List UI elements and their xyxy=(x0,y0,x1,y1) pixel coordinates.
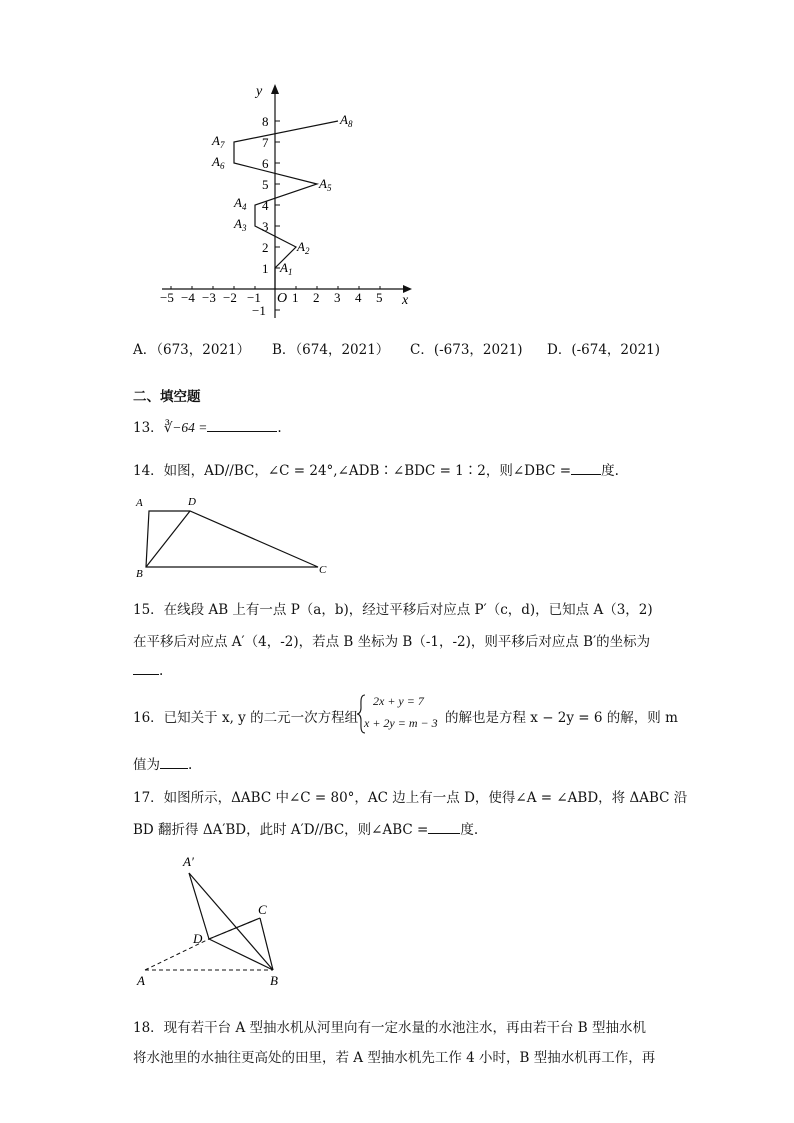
origin-label: O xyxy=(277,291,288,306)
y-tick-label: 6 xyxy=(262,156,269,171)
diagonal-bd xyxy=(146,511,190,567)
point-label-a7: $A_7$ xyxy=(212,133,225,150)
x-tick-label: 3 xyxy=(334,290,341,305)
x-tick-label: 4 xyxy=(355,290,362,305)
x-tick-label: −1 xyxy=(247,290,261,305)
answer-blank xyxy=(207,419,277,432)
option-c: C．(-673，2021) xyxy=(410,342,523,358)
question-13-radical: ∛−64 = xyxy=(163,420,208,435)
question-17-line2-text: BD 翻折得 ΔA′BD，此时 A′D//BC，则∠ABC = xyxy=(133,822,429,838)
question-15-line2: 在平移后对应点 A′（4，-2)，若点 B 坐标为 B（-1，-2)，则平移后对应点 B′的坐标为 xyxy=(133,634,651,650)
answer-blank xyxy=(160,756,188,769)
question-16-end: . xyxy=(188,757,193,773)
point-label-a3: $A_3$ xyxy=(234,216,247,233)
trapezoid-outline xyxy=(146,511,318,567)
option-a: A．（673，2021） xyxy=(133,342,251,358)
question-17-line1: 17．如图所示，ΔABC 中∠C = 80°，AC 边上有一点 D，使得∠A = ∠ABD，将 ΔABC 沿 xyxy=(133,790,688,806)
vertex-label-a: A xyxy=(136,497,143,509)
question-16-line2-text: 值为 xyxy=(133,757,160,773)
question-18-line1: 18．现有若干台 A 型抽水机从河里向有一定水量的水池注水，再由若干台 B 型抽水机 xyxy=(133,1020,647,1036)
x-tick-label: 1 xyxy=(292,290,299,305)
x-axis-label: x xyxy=(402,293,409,308)
x-tick-label: −2 xyxy=(223,290,237,305)
point-label-a5: $A_5$ xyxy=(319,176,332,193)
question-13-end: . xyxy=(277,420,282,436)
question-14 xyxy=(133,459,619,479)
side-a1d xyxy=(189,873,209,939)
y-tick-label: 4 xyxy=(262,198,269,213)
equation-1: 2x + y = 7 xyxy=(373,694,424,708)
vertex-label-a: A xyxy=(137,973,145,988)
question-17-line2 xyxy=(133,818,478,838)
y-axis-arrow xyxy=(271,84,279,94)
x-tick-label: −3 xyxy=(202,290,216,305)
answer-blank xyxy=(133,662,159,675)
y-tick-label: 7 xyxy=(262,135,269,150)
x-tick-label: −4 xyxy=(181,290,195,305)
question-13-number: 13． xyxy=(133,420,164,436)
vertex-label-c: C xyxy=(319,564,327,576)
question-15-line1: 15．在线段 AB 上有一点 P（a，b)，经过平移后对应点 P′（c，d)，已知点 A（3，2) xyxy=(133,602,653,618)
option-b: B．（674，2021） xyxy=(272,342,390,358)
vertex-label-d: D xyxy=(193,931,203,946)
x-tick-label: −5 xyxy=(160,290,174,305)
folded-triangle-figure xyxy=(130,850,300,990)
point-label-a4: $A_4$ xyxy=(234,195,247,212)
answer-blank xyxy=(571,462,601,475)
y-tick-label: 8 xyxy=(262,114,269,129)
point-label-a8: $A_8$ xyxy=(340,112,353,129)
point-label-a2: $A_2$ xyxy=(297,239,310,256)
question-18-line2: 将水池里的水抽往更高处的田里，若 A 型抽水机先工作 4 小时，B 型抽水机再工作，再 xyxy=(133,1050,656,1066)
y-axis-label: y xyxy=(256,84,263,99)
vertex-label-a-prime: A′ xyxy=(183,854,194,869)
y-tick-label: 3 xyxy=(262,219,269,234)
y-tick-label: 2 xyxy=(262,240,269,255)
question-13 xyxy=(133,416,282,436)
question-15-line3 xyxy=(133,662,163,679)
coordinate-graph xyxy=(150,78,430,328)
x-tick-label: 5 xyxy=(376,290,383,305)
question-14-text: 14．如图，AD//BC，∠C = 24°,∠ADB∶∠BDC = 1∶2，则∠DBC = xyxy=(133,463,572,479)
vertex-label-b: B xyxy=(270,973,278,988)
question-16-before: 16．已知关于 x, y 的二元一次方程组 xyxy=(133,710,359,726)
vertex-label-d: D xyxy=(188,496,196,508)
question-16-after: 的解也是方程 x − 2y = 6 的解，则 m xyxy=(445,710,678,726)
equation-2: x + 2y = m − 3 xyxy=(364,716,438,730)
question-17-end: 度. xyxy=(460,822,479,838)
point-label-a6: $A_6$ xyxy=(212,154,225,171)
y-tick-label: 5 xyxy=(262,177,269,192)
trapezoid-figure xyxy=(130,492,340,582)
answer-blank xyxy=(428,821,460,834)
vertex-label-b: B xyxy=(136,568,143,580)
x-axis-arrow xyxy=(403,285,412,293)
point-label-a1: $A_1$ xyxy=(280,260,293,277)
y-tick-label: −1 xyxy=(252,303,266,318)
question-14-end: 度. xyxy=(601,463,619,479)
question-15-end: . xyxy=(159,663,164,679)
question-16-line2 xyxy=(133,753,192,773)
side-db xyxy=(209,939,273,970)
y-tick-label: 1 xyxy=(262,261,269,276)
x-tick-label: 2 xyxy=(313,290,320,305)
section-title: 二、填空题 xyxy=(133,389,201,405)
option-d: D．(-674，2021) xyxy=(547,342,661,358)
solid-dc xyxy=(209,918,260,939)
vertex-label-c: C xyxy=(258,902,267,917)
